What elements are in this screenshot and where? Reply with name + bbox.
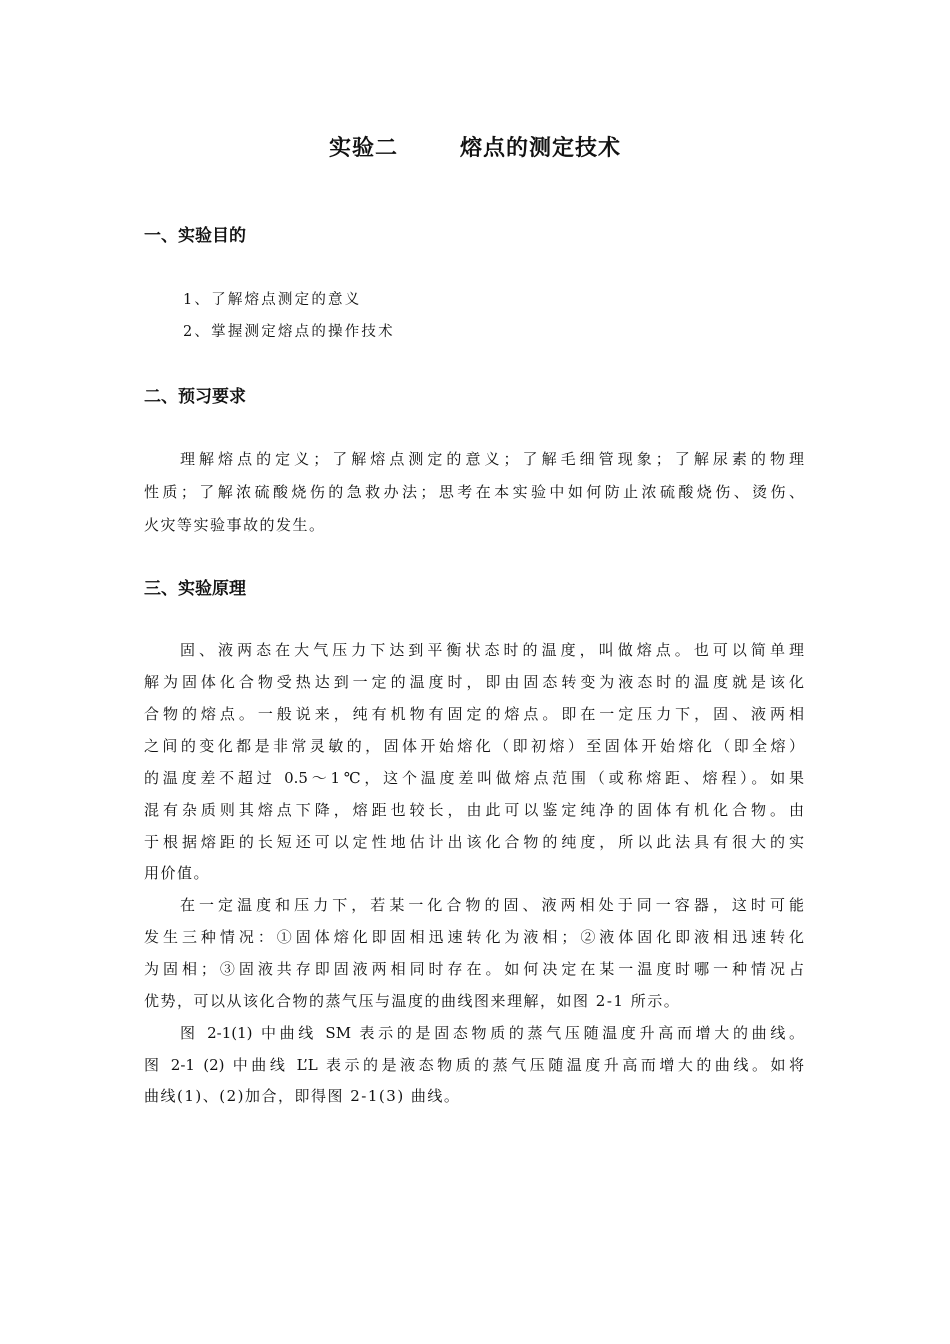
paragraph-line: 曲线(1)、(2)加合，即得图 2-1(3) 曲线。 [144,1087,461,1105]
section-heading-objectives: 一、实验目的 [144,226,246,246]
paragraph-line: 为固相；③固液共存即固液两相同时存在。如何决定在某一温度时哪一种情况占 [144,960,804,978]
section-heading-principle: 三、实验原理 [144,579,246,599]
paragraph-line: 图 2-1 (2) 中曲线 L’L 表示的是液态物质的蒸气压随温度升高而增大的曲线。如将 [144,1056,804,1074]
paragraph-line: 之间的变化都是非常灵敏的，固体开始熔化（即初熔）至固体开始熔化（即全熔） [144,737,804,755]
paragraph-line: 固、液两态在大气压力下达到平衡状态时的温度，叫做熔点。也可以简单理 [180,641,804,659]
page-title [0,131,950,162]
objective-item: 2、掌握测定熔点的操作技术 [183,324,395,340]
section-heading-preview: 二、预习要求 [144,387,246,407]
paragraph-line: 在一定温度和压力下，若某一化合物的固、液两相处于同一容器，这时可能 [180,896,804,914]
paragraph-line: 火灾等实验事故的发生。 [144,516,326,534]
paragraph-line: 混有杂质则其熔点下降，熔距也较长，由此可以鉴定纯净的固体有机化合物。由 [144,801,804,819]
paragraph-line: 于根据熔距的长短还可以定性地估计出该化合物的纯度，所以此法具有很大的实 [144,833,804,851]
paragraph-line: 理解熔点的定义；了解熔点测定的意义；了解毛细管现象；了解尿素的物理 [180,450,804,468]
paragraph-line: 的温度差不超过 0.5～1℃，这个温度差叫做熔点范围（或称熔距、熔程）。如果 [144,769,804,787]
title-experiment-number: 实验二 [328,136,398,161]
title-experiment-name: 熔点的测定技术 [460,136,622,161]
paragraph-line: 性质；了解浓硫酸烧伤的急救办法；思考在本实验中如何防止浓硫酸烧伤、烫伤、 [144,483,804,501]
paragraph-line: 合物的熔点。一般说来，纯有机物有固定的熔点。即在一定压力下，固、液两相 [144,705,804,723]
paragraph-line: 发生三种情况：①固体熔化即固相迅速转化为液相；②液体固化即液相迅速转化 [144,928,804,946]
paragraph-line: 用价值。 [144,864,211,882]
paragraph-line: 解为固体化合物受热达到一定的温度时，即由固态转变为液态时的温度就是该化 [144,673,804,691]
objective-item: 1、了解熔点测定的意义 [183,292,362,308]
paragraph-line: 优势，可以从该化合物的蒸气压与温度的曲线图来理解，如图 2-1 所示。 [144,992,681,1010]
paragraph-line: 图 2-1(1) 中曲线 SM 表示的是固态物质的蒸气压随温度升高而增大的曲线。 [180,1024,804,1042]
